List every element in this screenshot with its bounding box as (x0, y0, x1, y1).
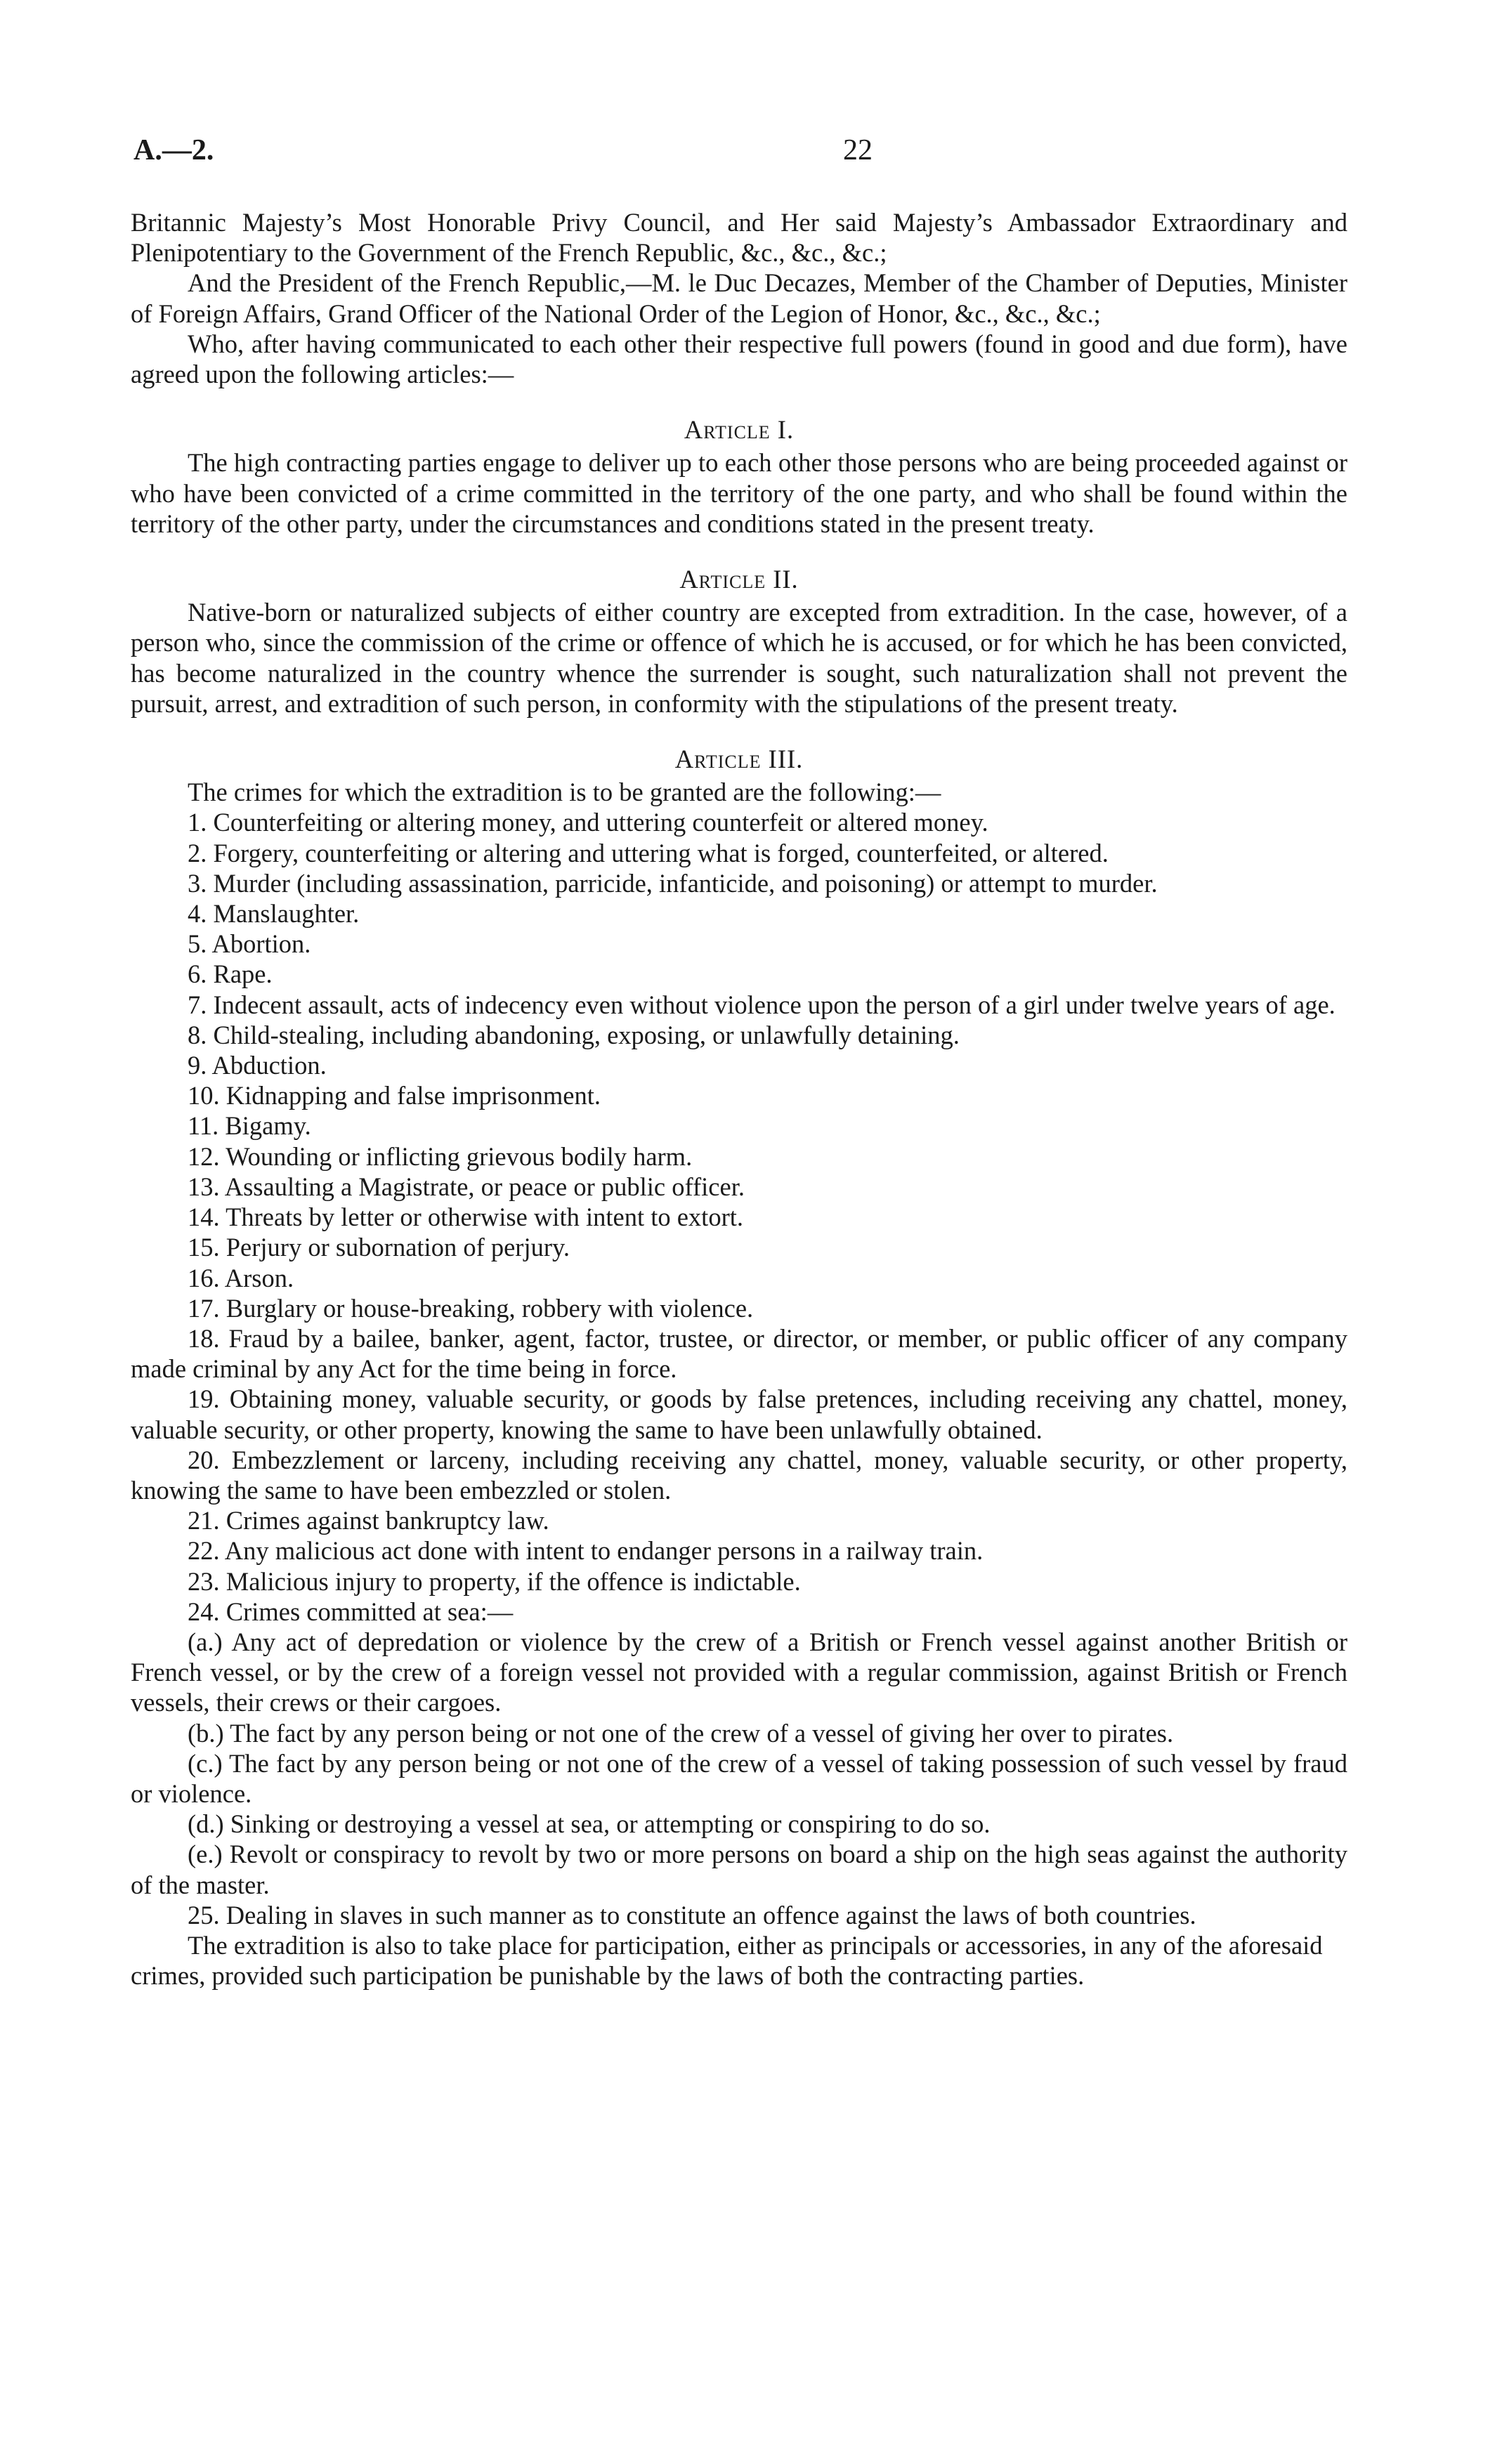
article-paragraph: The extradition is also to take place for participation, either as principals or accessories, in any of the aforesaid crimes, provided such participation be punishable by the laws of both the contracting parties. (131, 1930, 1323, 1991)
article-paragraph: (b.) The fact by any person being or not one of the crew of a vessel of giving her over to pirates. (188, 1718, 1174, 1748)
article-paragraph: 24. Crimes committed at sea:— (188, 1597, 514, 1626)
article-paragraph: 20. Embezzlement or larceny, including receiving any chattel, money, valuable security, or other property, knowing the same to have been embezzled or stolen. (131, 1445, 1347, 1505)
intro-paragraph: Who, after having communicated to each other their respective full powers (found in good and due form), have agreed upon the following articles:— (131, 329, 1347, 389)
article-paragraph: 21. Crimes against bankruptcy law. (188, 1506, 549, 1535)
article-paragraph: 17. Burglary or house-breaking, robbery with violence. (188, 1293, 754, 1323)
article-paragraph: 18. Fraud by a bailee, banker, agent, factor, trustee, or director, or member, or public officer of any company made criminal by any Act for the time being in force. (131, 1323, 1347, 1384)
article-heading: Article II. (679, 565, 799, 594)
article-paragraph: 23. Malicious injury to property, if the offence is indictable. (188, 1566, 801, 1596)
article-paragraph: 19. Obtaining money, valuable security, or goods by false pretences, including receiving any chattel, money, valuable security, or other property, knowing the same to have been unlawfully obtained. (131, 1384, 1347, 1444)
article-1-body (131, 447, 1347, 539)
article-paragraph: The crimes for which the extradition is to be granted are the following:— (188, 778, 941, 807)
article-paragraph: (c.) The fact by any person being or not one of the crew of a vessel of taking possession of such vessel by fraud or violence. (131, 1748, 1347, 1808)
article-paragraph: 1. Counterfeiting or altering money, and uttering counterfeit or altered money. (188, 808, 988, 837)
article-paragraph: 3. Murder (including assassination, parricide, infanticide, and poisoning) or attempt to murder. (188, 868, 1158, 898)
article-heading: Article III. (674, 745, 804, 774)
article-paragraph: 12. Wounding or inflicting grievous bodily harm. (188, 1141, 693, 1171)
article-paragraph: 5. Abortion. (188, 929, 311, 959)
document-reference: A.—2. (133, 134, 214, 166)
article-paragraph: 10. Kidnapping and false imprisonment. (188, 1081, 601, 1110)
page-header (133, 133, 1370, 176)
article-paragraph: (d.) Sinking or destroying a vessel at sea, or attempting or conspiring to do so. (188, 1809, 991, 1839)
article-paragraph: 13. Assaulting a Magistrate, or peace or public officer. (188, 1172, 745, 1201)
article-paragraph: 7. Indecent assault, acts of indecency even without violence upon the person of a girl under twelve years of age. (188, 990, 1336, 1019)
article-paragraph: 22. Any malicious act done with intent to endanger persons in a railway train. (188, 1536, 984, 1566)
article-paragraph: Native-born or naturalized subjects of either country are excepted from extradition. In the case, however, of a person who, since the commission of the crime or offence of which he is accused, or for which he has been convicted, has become naturalized in the country whence the surrender is sought, such naturalization shall not prevent the pursuit, arrest, and extradition of such person, in conformity with the stipulations of the present treaty. (131, 598, 1347, 718)
article-2-body (131, 597, 1347, 719)
article-paragraph: 9. Abduction. (188, 1051, 327, 1080)
article-paragraph: 15. Perjury or subornation of perjury. (188, 1233, 570, 1262)
article-paragraph: 6. Rape. (188, 959, 273, 989)
article-paragraph: The high contracting parties engage to deliver up to each other those persons who are being proceeded against or who have been convicted of a crime committed in the territory of the one party, and who shall be found within the territory of the other party, under the circumstances and conditions stated in the present treaty. (131, 448, 1347, 538)
article-paragraph: (a.) Any act of depredation or violence by the crew of a British or French vessel against another British or French vessel, or by the crew of a foreign vessel not provided with a regular commission, against British or French vessels, their crews or their cargoes. (131, 1627, 1347, 1717)
article-heading: Article I. (684, 415, 795, 445)
article-paragraph: 4. Manslaughter. (188, 899, 360, 929)
intro-paragraph: And the President of the French Republic,—M. le Duc Decazes, Member of the Chamber of Deputies, Minister of Foreign Affairs, Grand Officer of the National Order of the Legion of Honor, &c., &c., &c.; (131, 268, 1347, 328)
article-paragraph: 11. Bigamy. (188, 1111, 311, 1141)
article-paragraph: 16. Arson. (188, 1263, 294, 1292)
article-paragraph: (e.) Revolt or conspiracy to revolt by two or more persons on board a ship on the high seas against the authority of the master. (131, 1840, 1347, 1899)
intro-paragraph: Britannic Majesty’s Most Honorable Privy Council, and Her said Majesty’s Ambassador Extraordinary and Plenipotentiary to the Government of the French Republic, &c., &c., &c.; (131, 208, 1347, 268)
article-paragraph: 14. Threats by letter or otherwise with intent to extort. (188, 1202, 743, 1232)
page-number: 22 (843, 134, 873, 166)
article-paragraph: 2. Forgery, counterfeiting or altering and uttering what is forged, counterfeited, or altered. (188, 838, 1109, 867)
article-paragraph: 8. Child-stealing, including abandoning, exposing, or unlawfully detaining. (188, 1020, 960, 1049)
article-3-body (131, 777, 1347, 1991)
article-paragraph: 25. Dealing in slaves in such manner as to constitute an offence against the laws of both countries. (188, 1900, 1196, 1929)
document-body (131, 207, 1347, 1991)
